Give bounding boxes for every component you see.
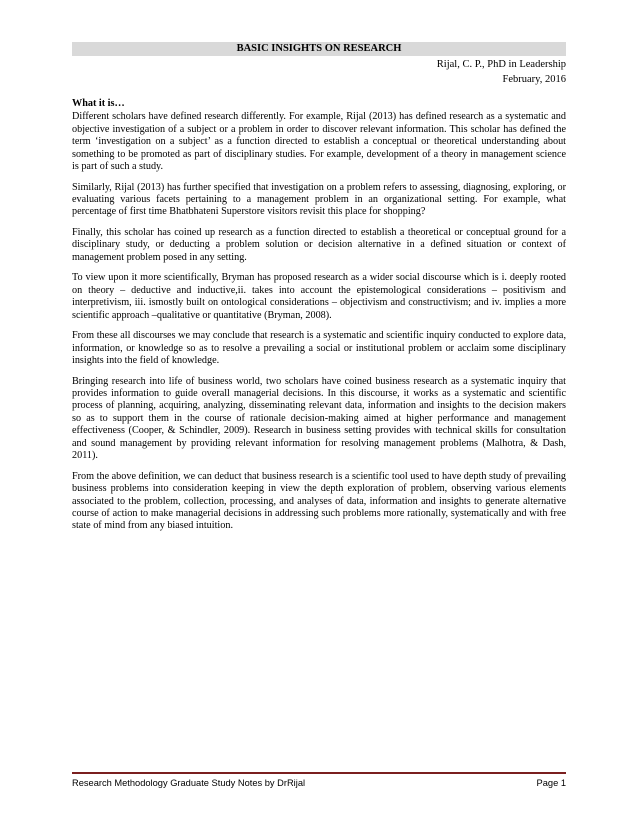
document-title: BASIC INSIGHTS ON RESEARCH xyxy=(72,42,566,56)
paragraph-6: Bringing research into life of business world, two scholars have coined business research as a systematic inquiry that provides information to guide overall managerial decisions. In this discourse, it works as a systematic and scientific process of planning, acquiring, analyzing, disseminating relevant data, information and insights to the decision makers so as to support them in the course of rationale decision-making aimed at higher performance and management effectiveness (Cooper, & Schindler, 2009). Research in business setting provides with technical skills for consultation and sound management by providing relevant information for resolving management problems (Malhotra, & Dash, 2011). xyxy=(72,375,566,462)
paragraph-4: To view upon it more scientifically, Bryman has proposed research as a wider social discourse which is i. deeply rooted on theory – deductive and inductive,ii. takes into account the epistemological considerations – positivism and interpretivism, iii. ismostly built on ontological considerations – objectivism and constructivism; and iv. implies a more scientific approach –qualitative or quantitative (Bryman, 2008). xyxy=(72,272,566,321)
page-number: Page 1 xyxy=(536,778,566,788)
paragraph-7: From the above definition, we can deduct that business research is a scientific tool used to have depth study of prevailing business problems into consideration keeping in view the depth exploration of problem, observing various elements associated to the problem, collection, processing, and analyses of data, information and insights to generate alternative course of action to make managerial decisions in addressing such problems more rationally, systematically and with free state of mind from any biased intuition. xyxy=(72,470,566,532)
footer-text: Research Methodology Graduate Study Notes by DrRijal xyxy=(72,778,306,788)
document-date: February, 2016 xyxy=(502,74,566,85)
paragraph-1: Different scholars have defined research differently. For example, Rijal (2013) has defined research as a systematic and objective investigation of a subject or a problem in order to discover relevant information. This scholar has defined the term ‘investigation on a subject’ as a function directed to establish a conceptual or theoretical understanding about something to be promoted as part of disciplinary studies. For example, development of a theory in management science is part of such a study. xyxy=(72,111,566,173)
author-block xyxy=(437,57,566,87)
footer-divider xyxy=(72,772,566,774)
paragraph-5: From these all discourses we may conclude that research is a systematic and scientific inquiry conducted to explore data, information, or knowledge so as to resolve a prevailing a social or institutional problem or acclaim some disciplinary insights into the field of knowledge. xyxy=(72,330,566,367)
document-body xyxy=(72,98,566,541)
author-name: Rijal, C. P., PhD in Leadership xyxy=(436,59,566,70)
paragraph-3: Finally, this scholar has coined up research as a function directed to establish a theoretical or conceptual ground for a disciplinary study, or deducting a problem solution or decision alternative in a defined situation or context of management problem posed in any setting. xyxy=(72,227,566,263)
section-heading: What it is… xyxy=(72,98,125,109)
paragraph-2: Similarly, Rijal (2013) has further specified that investigation on a problem refers to assessing, diagnosing, exploring, or evaluating various facets pertaining to a management problem in an organizational setting. For example, what percentage of first time Bhatbhateni Superstore visitors revisit this place for shopping? xyxy=(72,181,566,218)
